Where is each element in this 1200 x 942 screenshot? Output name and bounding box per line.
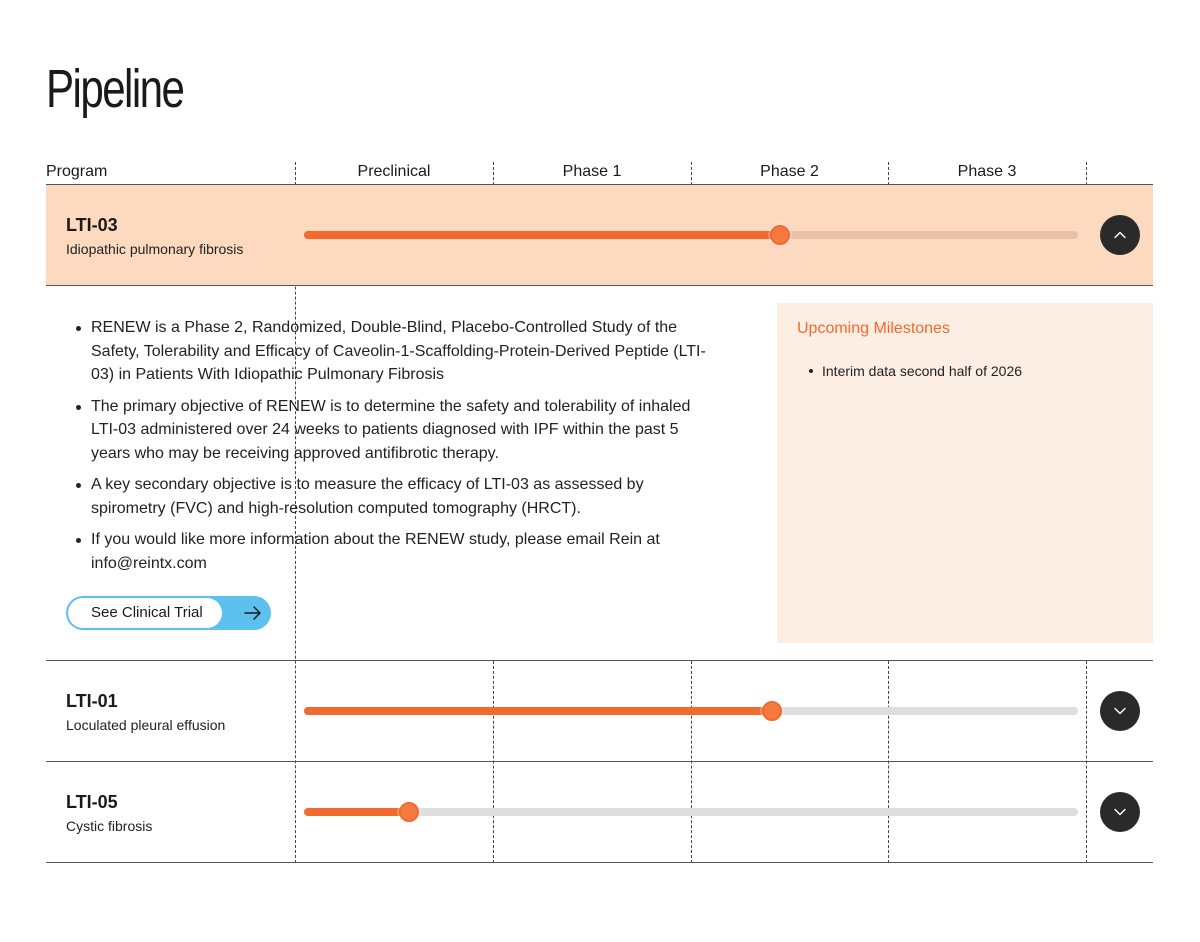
progress-marker <box>399 802 419 822</box>
progress-track <box>304 231 1078 239</box>
program-row-lti-03[interactable] <box>46 185 1153 286</box>
program-indication: Loculated pleural effusion <box>66 717 226 733</box>
progress-track <box>304 808 1078 816</box>
details-list <box>76 316 706 583</box>
milestones-title: Upcoming Milestones <box>797 320 950 337</box>
chevron-down-icon <box>1112 804 1128 820</box>
program-row-lti-05[interactable] <box>46 762 1153 863</box>
milestones-list <box>807 362 1022 380</box>
cta-label: See Clinical Trial <box>91 604 203 621</box>
progress-marker <box>770 225 790 245</box>
expand-button[interactable] <box>1100 792 1140 832</box>
cta-label-pill <box>68 598 222 628</box>
table-header <box>46 162 1153 185</box>
program-indication: Cystic fibrosis <box>66 818 153 834</box>
program-name: LTI-05 <box>66 792 118 812</box>
progress-fill <box>304 707 772 715</box>
details-item: The primary objective of RENEW is to determine the safety and tolerability of inhaled LTI-03 administered over 24 weeks to patients diagnosed with IPF within the past 5 years who may be receiving approved antifibrotic therapy. <box>76 395 706 466</box>
header-phase-1: Phase 1 <box>562 163 622 180</box>
pipeline-table <box>46 162 1153 863</box>
arrow-right-icon <box>243 603 263 623</box>
progress-track <box>304 707 1078 715</box>
program-indication: Idiopathic pulmonary fibrosis <box>66 241 244 257</box>
see-clinical-trial-button[interactable] <box>66 596 271 630</box>
header-phase-2: Phase 2 <box>760 163 819 180</box>
header-phase-preclinical: Preclinical <box>357 163 431 180</box>
program-name: LTI-01 <box>66 691 118 711</box>
chevron-down-icon <box>1112 703 1128 719</box>
milestone-item: Interim data second half of 2026 <box>807 362 1022 380</box>
program-row-lti-01[interactable] <box>46 661 1153 762</box>
progress-marker <box>762 701 782 721</box>
program-details-lti-03 <box>46 286 1153 661</box>
page-title: Pipeline <box>46 59 184 119</box>
details-item: RENEW is a Phase 2, Randomized, Double-Blind, Placebo-Controlled Study of the Safety, Tolerability and Efficacy of Caveolin-1-Scaffolding-Protein-Derived Peptide (LTI-03) in Patients With Idiopathic Pulmonary Fibrosis <box>76 316 706 387</box>
chevron-up-icon <box>1112 227 1128 243</box>
header-phase-3: Phase 3 <box>957 163 1017 180</box>
progress-fill <box>304 231 780 239</box>
collapse-button[interactable] <box>1100 215 1140 255</box>
expand-button[interactable] <box>1100 691 1140 731</box>
details-item: If you would like more information about the RENEW study, please email Rein at info@reintx.com <box>76 528 706 575</box>
progress-fill <box>304 808 409 816</box>
header-program: Program <box>46 163 108 180</box>
details-item: A key secondary objective is to measure the efficacy of LTI-03 as assessed by spirometry (FVC) and high-resolution computed tomography (HRCT). <box>76 473 706 520</box>
upcoming-milestones-panel <box>777 303 1153 643</box>
program-name: LTI-03 <box>66 215 118 235</box>
